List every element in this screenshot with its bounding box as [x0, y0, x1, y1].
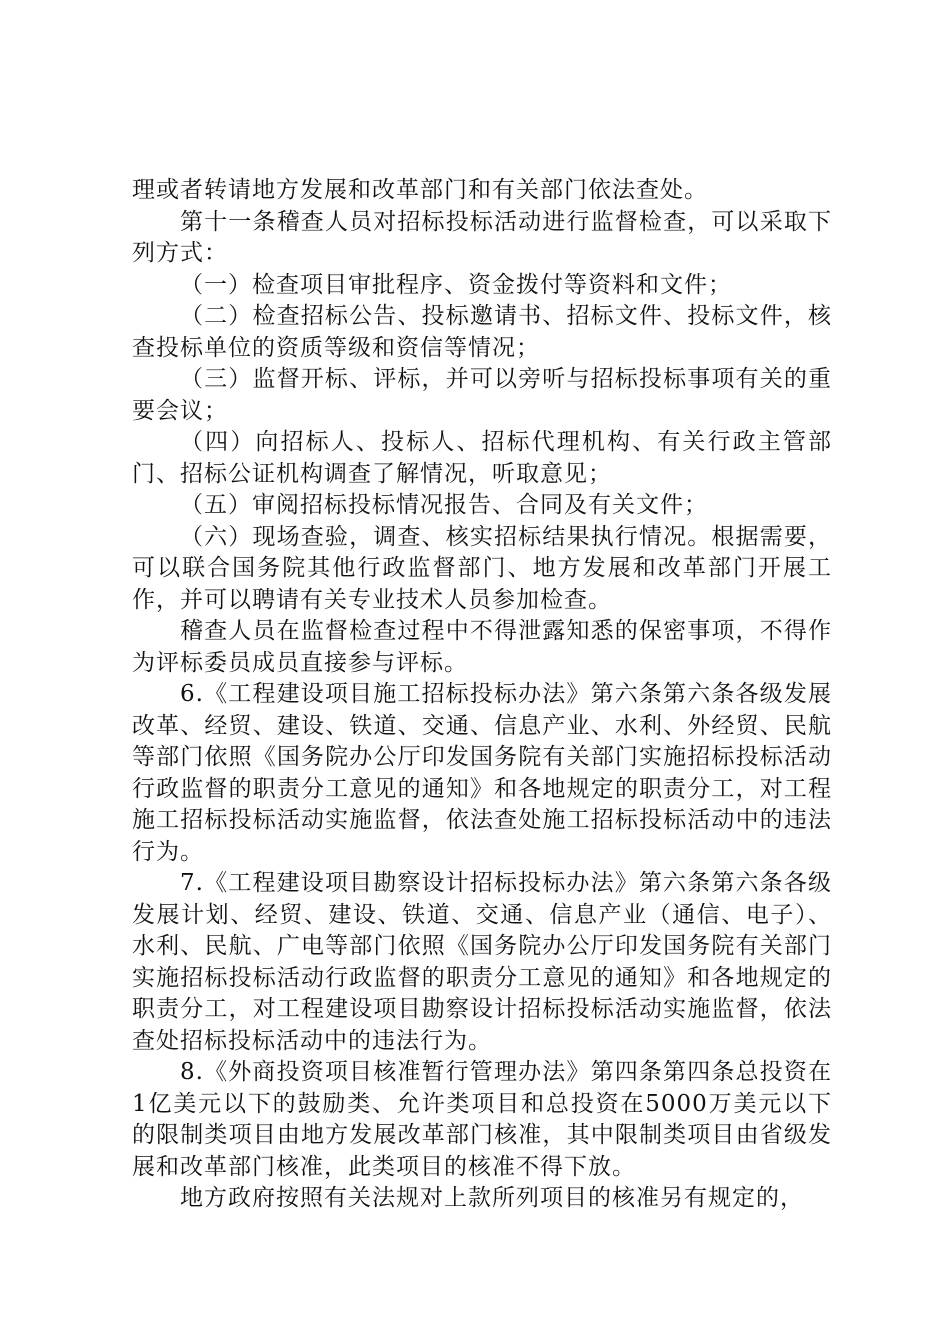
- paragraph-item-6: 6.《工程建设项目施工招标投标办法》第六条第六条各级发展改革、经贸、建设、铁道、交通、信息产业、水利、外经贸、民航等部门依照《国务院办公厅印发国务院有关部门实施招标投标活动行政监督的职责分工意见的通知》和各地规定的职责分工，对工程施工招标投标活动实施监督，依法查处施工招标投标活动中的违法行为。: [132, 681, 832, 865]
- paragraph-continuation: 理或者转请地方发展和改革部门和有关部门依法查处。: [132, 177, 708, 203]
- paragraph-item-7: 7.《工程建设项目勘察设计招标投标办法》第六条第六条各级发展计划、经贸、建设、铁道、交通、信息产业（通信、电子）、水利、民航、广电等部门依照《国务院办公厅印发国务院有关部门实施招标投标活动行政监督的职责分工意见的通知》和各地规定的职责分工，对工程建设项目勘察设计招标投标活动实施监督，依法查处招标投标活动中的违法行为。: [132, 870, 832, 1054]
- paragraph-confidentiality: 稽查人员在监督检查过程中不得泄露知悉的保密事项，不得作为评标委员成员直接参与评标。: [132, 618, 832, 676]
- list-item-4: （四）向招标人、投标人、招标代理机构、有关行政主管部门、招标公证机构调查了解情况，听取意见；: [132, 429, 832, 487]
- list-item-3: （三）监督开标、评标，并可以旁听与招标投标事项有关的重要会议；: [132, 366, 832, 424]
- list-item-6: （六）现场查验，调查、核实招标结果执行情况。根据需要，可以联合国务院其他行政监督部门、地方发展和改革部门开展工作，并可以聘请有关专业技术人员参加检查。: [132, 523, 832, 613]
- list-item-5: （五）审阅招标投标情况报告、合同及有关文件；: [180, 492, 708, 518]
- paragraph-item-8: 8.《外商投资项目核准暂行管理办法》第四条第四条总投资在1亿美元以下的鼓励类、允许类项目和总投资在5000万美元以下的限制类项目由地方发展改革部门核准，其中限制类项目由省级发展和改革部门核准，此类项目的核准不得下放。: [132, 1059, 832, 1180]
- list-item-2: （二）检查招标公告、投标邀请书、招标文件、投标文件，核查投标单位的资质等级和资信等情况；: [132, 303, 832, 361]
- document-page: [132, 175, 832, 1215]
- list-item-1: （一）检查项目审批程序、资金拨付等资料和文件；: [180, 271, 732, 298]
- paragraph-local-government: 地方政府按照有关法规对上款所列项目的核准另有规定的，: [180, 1185, 804, 1211]
- paragraph-article-11: 第十一条稽查人员对招标投标活动进行监督检查，可以采取下列方式：: [132, 208, 832, 266]
